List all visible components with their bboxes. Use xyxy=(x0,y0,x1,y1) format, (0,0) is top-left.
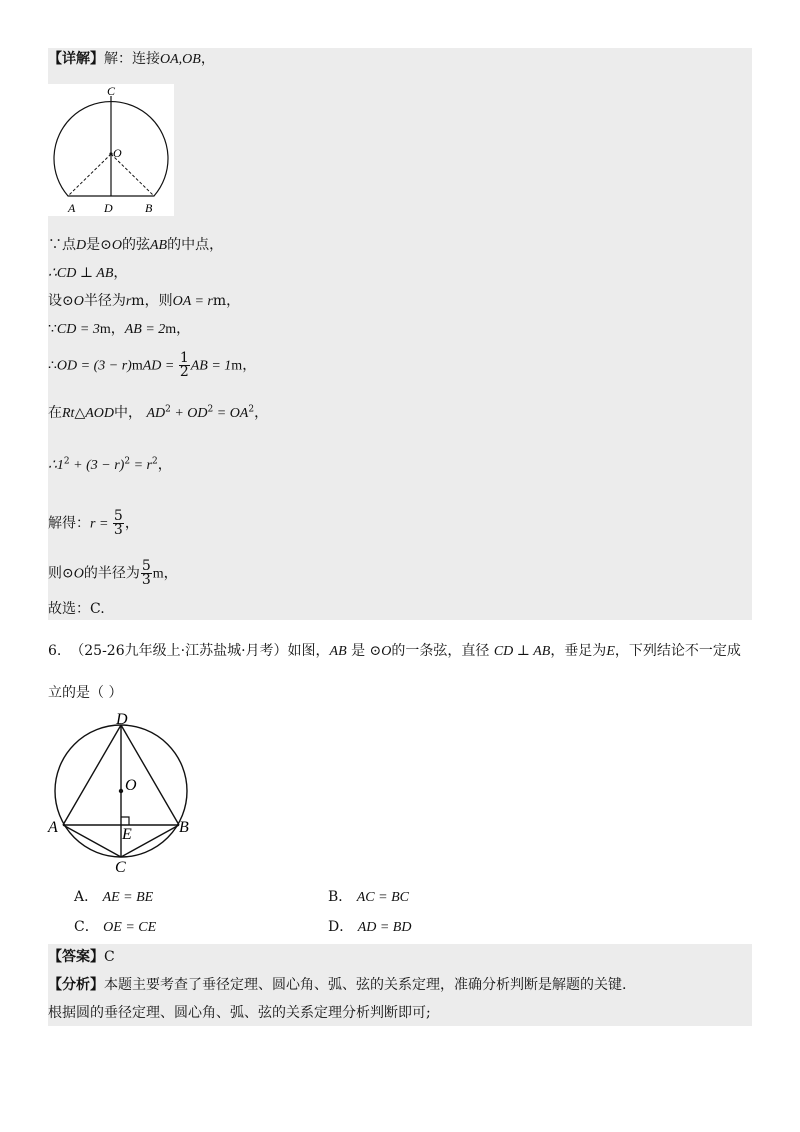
option-c[interactable]: C． OE = CE xyxy=(74,919,157,935)
label-a: A xyxy=(68,201,76,215)
solution-line-10: 故选：C. xyxy=(48,601,105,617)
label-a: A xyxy=(48,819,58,836)
solution-line-6: 在Rt△AOD中， $AD^2 + OD^2 = OA^2$， xyxy=(48,404,269,421)
right-angle-mark xyxy=(121,817,129,825)
label-d: D xyxy=(104,201,113,215)
option-b[interactable]: B． AC = BC xyxy=(328,889,409,905)
figure-circle-abcd xyxy=(46,708,196,874)
solution-line-2: ∴CD ⊥ AB， xyxy=(48,265,128,281)
segment-ad xyxy=(63,725,121,825)
solution-line-7: $\therefore 1^2 + (3 - r)^2 = r^2$， xyxy=(48,456,172,473)
label-d: D xyxy=(116,711,128,728)
answer-line: 【答案】C xyxy=(48,949,115,965)
solution-line-4: ∵CD = 3m，AB = 2m， xyxy=(48,321,191,337)
solution-line-5: ∴OD = (3 − r)mAD = $\frac{1}{2}$ AB = 1m， xyxy=(48,350,257,380)
solution-intro: 【详解】解：连接OA,OB， xyxy=(48,51,215,67)
option-a[interactable]: A． AE = BE xyxy=(74,889,154,905)
figure-circle-oab xyxy=(48,84,174,216)
segment-bd xyxy=(121,725,179,825)
solution-line-1: ∵点D是⊙O的弦AB的中点， xyxy=(48,237,224,253)
solution-line-9: 则⊙O的半径为 $\frac{5}{3}$ m， xyxy=(48,558,178,588)
label-o: O xyxy=(125,777,137,794)
solution-line-8: 解得：r = $\frac{5}{3}$ ， xyxy=(48,508,139,538)
segment-ac xyxy=(63,825,121,857)
analysis-line: 【分析】本题主要考查了垂径定理、圆心角、弧、弦的关系定理，准确分析判断是解题的关键. xyxy=(48,977,627,993)
solution-line-3: 设⊙O半径为rm，则OA = rm， xyxy=(48,293,241,309)
label-o: O xyxy=(113,146,122,160)
fraction-radius: $\frac{5}{3}$ xyxy=(141,558,151,588)
analysis-line-2: 根据圆的垂径定理、圆心角、弧、弦的关系定理分析判断即可; xyxy=(48,1005,431,1021)
label-e: E xyxy=(122,826,132,843)
label-b: B xyxy=(179,819,189,836)
fraction-five-thirds: $\frac{5}{3}$ xyxy=(113,508,123,538)
fraction-half: $\frac{1}{2}$ xyxy=(179,350,189,380)
label-c: C xyxy=(115,859,126,874)
label-b: B xyxy=(145,201,153,215)
question-stem-line2: 立的是（ ） xyxy=(48,685,123,701)
label-c: C xyxy=(107,84,116,98)
center-point xyxy=(119,789,123,793)
option-d[interactable]: D． AD = BD xyxy=(328,919,412,935)
question-stem: 6. （25-26九年级上·江苏盐城·月考）如图，AB 是 ⊙O的一条弦，直径 CD ⊥ AB，垂足为E，下列结论不一定成 xyxy=(48,643,741,659)
